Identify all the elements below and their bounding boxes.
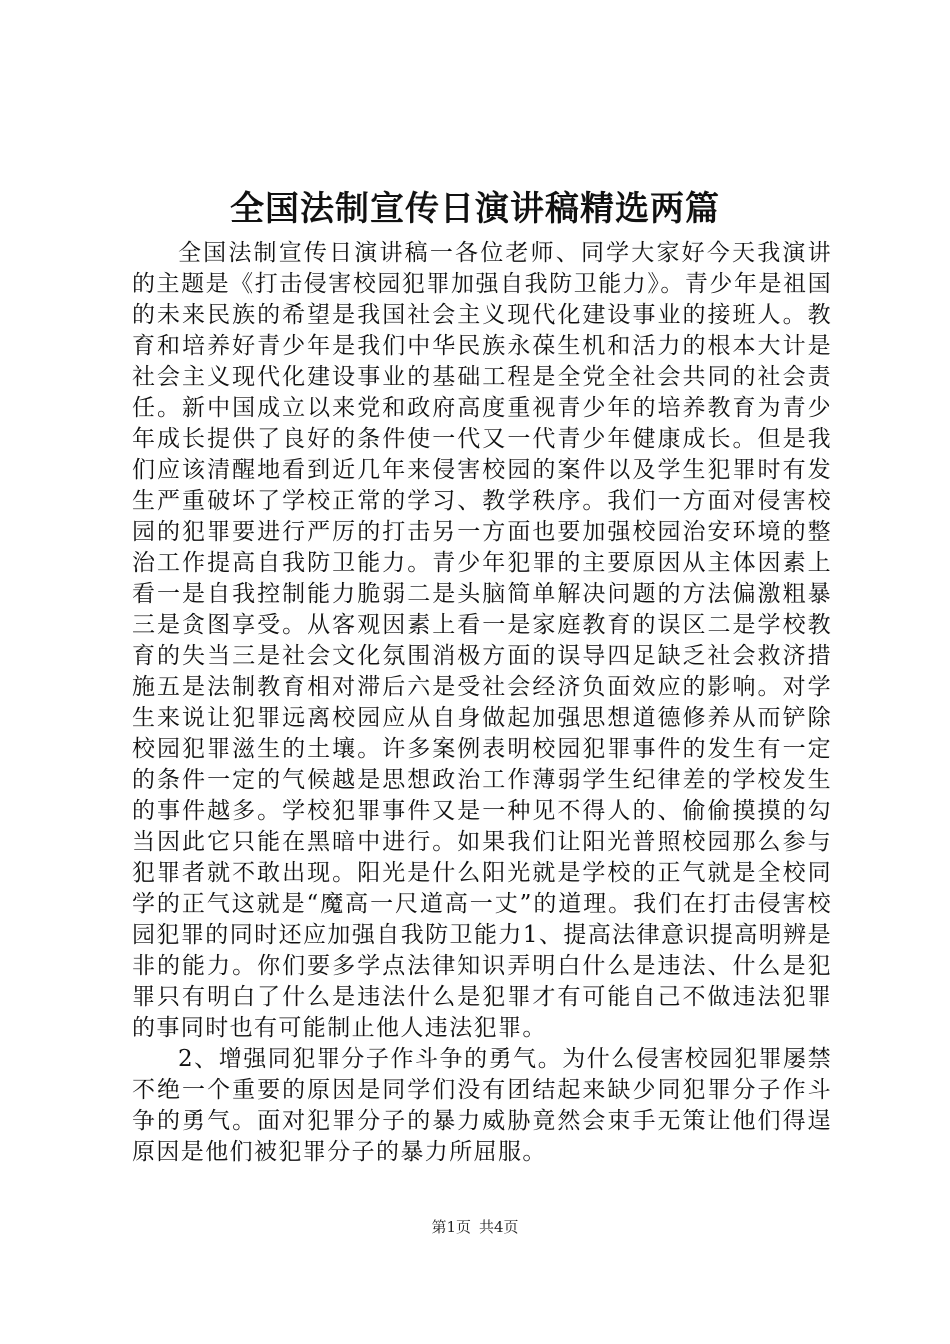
document-title: 全国法制宣传日演讲稿精选两篇 xyxy=(230,189,720,229)
page-number-current: 第1页 xyxy=(431,1218,471,1236)
page-footer xyxy=(0,1217,950,1237)
paragraph-1: 全国法制宣传日演讲稿一各位老师、同学大家好今天我演讲的主题是《打击侵害校园犯罪加强自我防卫能力》。青少年是祖国的未来民族的希望是我国社会主义现代化建设事业的接班人。教育和培养好青少年是我们中华民族永葆生机和活力的根本大计是社会主义现代化建设事业的基础工程是全党全社会共同的社会责任。新中国成立以来党和政府高度重视青少年的培养教育为青少年成长提供了良好的条件使一代又一代青少年健康成长。但是我们应该清醒地看到近几年来侵害校园的案件以及学生犯罪时有发生严重破坏了学校正常的学习、教学秩序。我们一方面对侵害校园的犯罪要进行严厉的打击另一方面也要加强校园治安环境的整治工作提高自我防卫能力。青少年犯罪的主要原因从主体因素上看一是自我控制能力脆弱二是头脑简单解决问题的方法偏激粗暴三是贪图享受。从客观因素上看一是家庭教育的误区二是学校教育的失当三是社会文化氛围消极方面的误导四足缺乏社会救济措施五是法制教育相对滞后六是受社会经济负面效应的影响。对学生来说让犯罪远离校园应从自身做起加强思想道德修养从而铲除校园犯罪滋生的土壤。许多案例表明校园犯罪事件的发生有一定的条件一定的气候越是思想政治工作薄弱学生纪律差的学校发生的事件越多。学校犯罪事件又是一种见不得人的、偷偷摸摸的勾当因此它只能在黑暗中进行。如果我们让阳光普照校园那么参与犯罪者就不敢出现。阳光是什么阳光就是学校的正气就是全校同学的正气这就是“魔高一尺道高一丈”的道理。我们在打击侵害校园犯罪的同时还应加强自我防卫能力1、提高法律意识提高明辨是非的能力。你们要多学点法律知识弄明白什么是违法、什么是犯罪只有明白了什么是违法什么是犯罪才有可能自己不做违法犯罪的事同时也有可能制止他人违法犯罪。 xyxy=(132,240,832,1041)
document-body xyxy=(132,238,832,1168)
paragraph-2: 2、增强同犯罪分子作斗争的勇气。为什么侵害校园犯罪屡禁不绝一个重要的原因是同学们没有团结起来缺少同犯罪分子作斗争的勇气。面对犯罪分子的暴力威胁竟然会束手无策让他们得逞原因是他们被犯罪分子的暴力所屈服。 xyxy=(132,1046,832,1165)
page-number-total: 共4页 xyxy=(479,1218,519,1236)
